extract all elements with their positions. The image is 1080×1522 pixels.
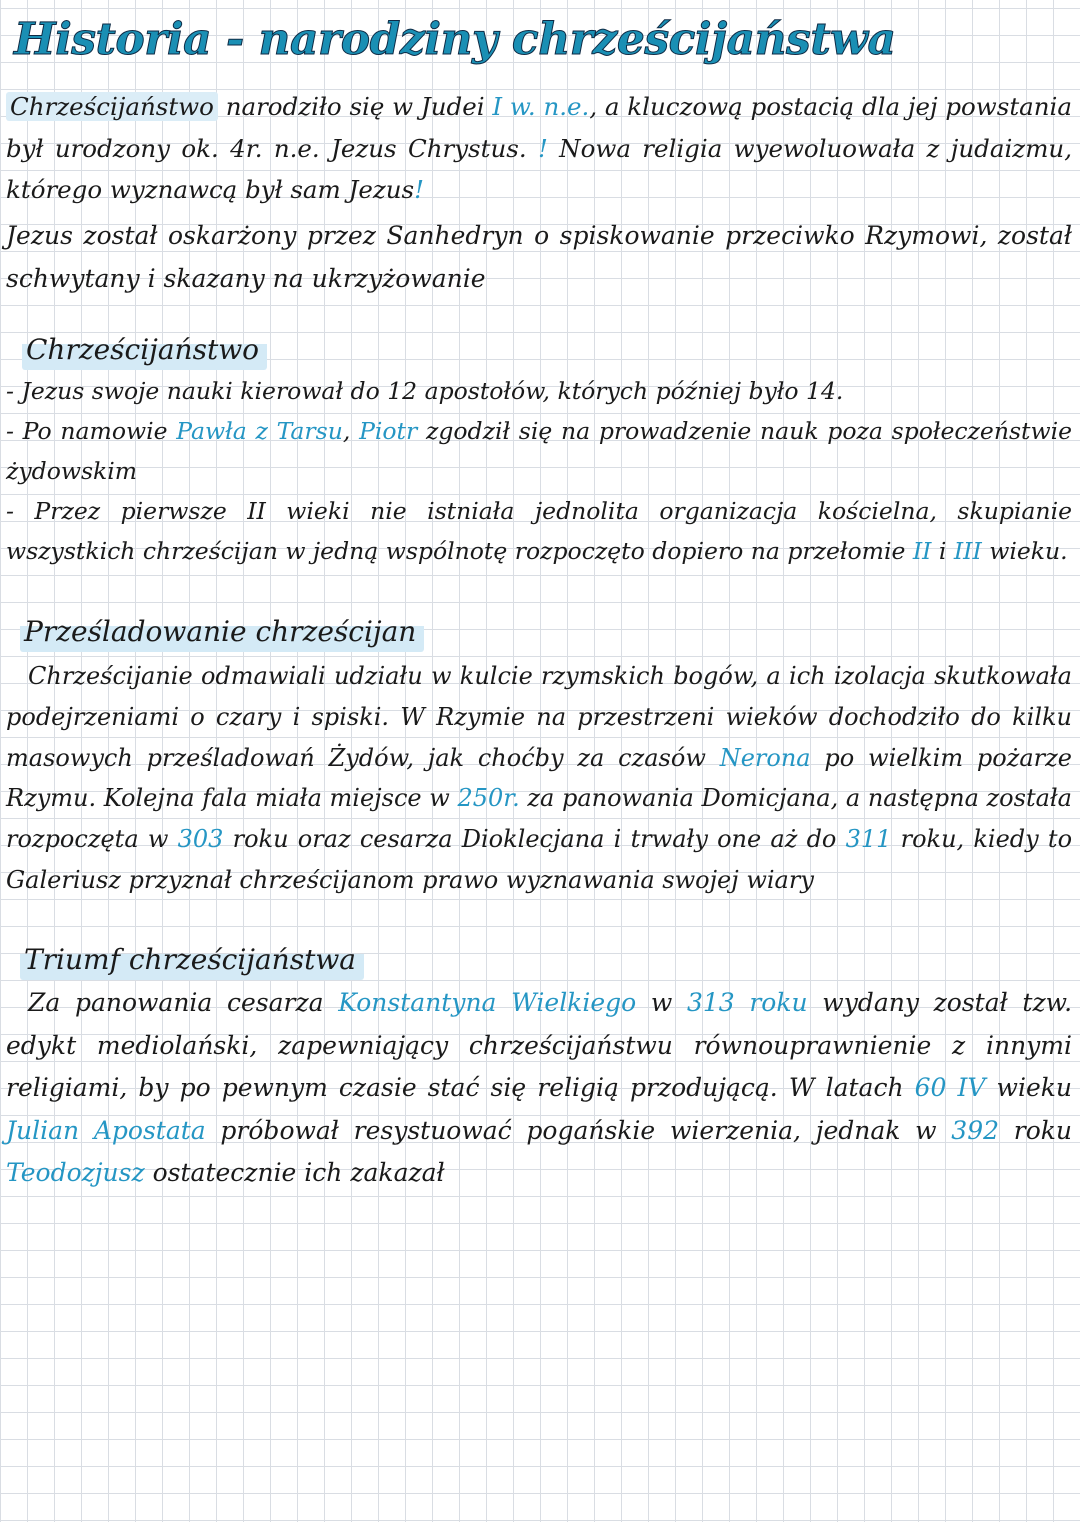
- accent-text: Pawła z Tarsu: [176, 416, 343, 445]
- accent-text: 303: [177, 825, 224, 854]
- text-run: po wielkim pożarze Rzymu. Kolejna fala miała miejsce w: [6, 743, 1072, 813]
- accent-text: !: [537, 133, 548, 163]
- list-item: [6, 492, 1072, 572]
- highlighted-text: Chrześcijaństwo: [6, 92, 218, 121]
- text-run: - Jezus swoje nauki kierował do 12 apostołów, których później było 14.: [6, 377, 844, 405]
- accent-text: I w. n.e.: [492, 92, 590, 121]
- section-paragraph-triumf: [6, 982, 1072, 1195]
- text-run: Nowa religia wyewoluowała z judaizmu, którego wyznawcą był sam Jezus: [6, 133, 1072, 205]
- text-run: zgodził się na prowadzenie nauk poza społeczeństwie żydowskim: [6, 416, 1072, 485]
- intro-paragraph-2: [6, 215, 1072, 300]
- text-run: próbował resystuować pogańskie wierzenia, jednak w: [205, 1115, 952, 1145]
- text-run: Chrześcijanie odmawiali udziału w kulcie rzymskich bogów, a ich izolacja skutkowała podejrzeniami o czary i spiski. W Rzymie na przestrzeni wieków dochodziło do kilku masowych prześladowań Żydów, jak choćby za czasów: [6, 662, 1072, 772]
- text-run: narodziło się w Judei: [217, 92, 493, 121]
- accent-text: Nerona: [719, 743, 811, 772]
- text-run: i: [931, 536, 954, 565]
- accent-text: 313 roku: [686, 988, 808, 1017]
- section-heading-przesladowanie: Prześladowanie chrześcijan: [20, 612, 424, 652]
- intro-paragraph: [6, 86, 1072, 211]
- accent-text: II: [912, 536, 932, 565]
- text-run: za panowania Domicjana, a następna została rozpoczęta w: [6, 784, 1072, 854]
- accent-text: !: [414, 175, 424, 205]
- accent-text: Piotr: [359, 416, 418, 445]
- text-run: ostatecznie ich zakazał: [144, 1158, 445, 1187]
- accent-text: III: [953, 536, 982, 565]
- intro-paragraph-2-text: Jezus został oskarżony przez Sanhedryn o spiskowanie przeciwko Rzymowi, został schwytany i skazany na ukrzyżowanie: [6, 221, 1072, 293]
- text-run: - Przez pierwsze II wieki nie istniała jednolita organizacja kościelna, skupianie wszystkich chrześcijan w jedną wspólnotę rozpoczęto dopiero na przełomie: [6, 496, 1072, 565]
- list-item: [6, 412, 1072, 492]
- accent-text: 311: [845, 825, 892, 854]
- text-run: w: [636, 988, 687, 1017]
- text-run: wieku.: [981, 536, 1068, 565]
- section-paragraph-triumf-text: [6, 988, 1072, 1187]
- text-run: wydany został tzw. edykt mediolański, zapewniający chrześcijaństwu równouprawnienie z innymi religiami, by po pewnym czasie stać się religią przodującą. W latach: [6, 988, 1073, 1102]
- text-run: , a kluczową postacią dla jej powstania był urodzony ok. 4r. n.e. Jezus Chrystus.: [6, 92, 1072, 163]
- accent-text: 250r.: [457, 784, 520, 813]
- text-run: ,: [342, 416, 360, 445]
- text-run: roku: [999, 1115, 1072, 1145]
- section-paragraph-przesladowanie: [6, 656, 1072, 901]
- section-heading-triumf: Triumf chrześcijaństwa: [20, 940, 364, 980]
- text-run: - Po namowie: [6, 416, 177, 445]
- accent-text: 392: [951, 1115, 1000, 1145]
- text-run: Za panowania cesarza: [28, 988, 339, 1017]
- accent-text: Julian Apostata: [6, 1115, 206, 1145]
- accent-text: 60 IV: [914, 1073, 986, 1102]
- text-run: roku oraz cesarza Dioklecjana i trwały one aż do: [223, 825, 846, 854]
- accent-text: Konstantyna Wielkiego: [338, 988, 637, 1017]
- text-run: roku, kiedy to Galeriusz przyznał chrześcijanom prawo wyznawania swojej wiary: [6, 825, 1073, 894]
- intro-paragraph-content: [6, 92, 1072, 204]
- text-run: wieku: [985, 1073, 1072, 1102]
- list-item: [6, 372, 1072, 412]
- section-list-chrzescijanstwo: [6, 372, 1072, 572]
- section-heading-chrzescijanstwo: Chrześcijaństwo: [22, 330, 267, 370]
- accent-text: Teodozjusz: [6, 1158, 145, 1187]
- page-title: Historia - narodziny chrześcijaństwa: [14, 14, 896, 65]
- section-paragraph-przesladowanie-text: [6, 662, 1072, 894]
